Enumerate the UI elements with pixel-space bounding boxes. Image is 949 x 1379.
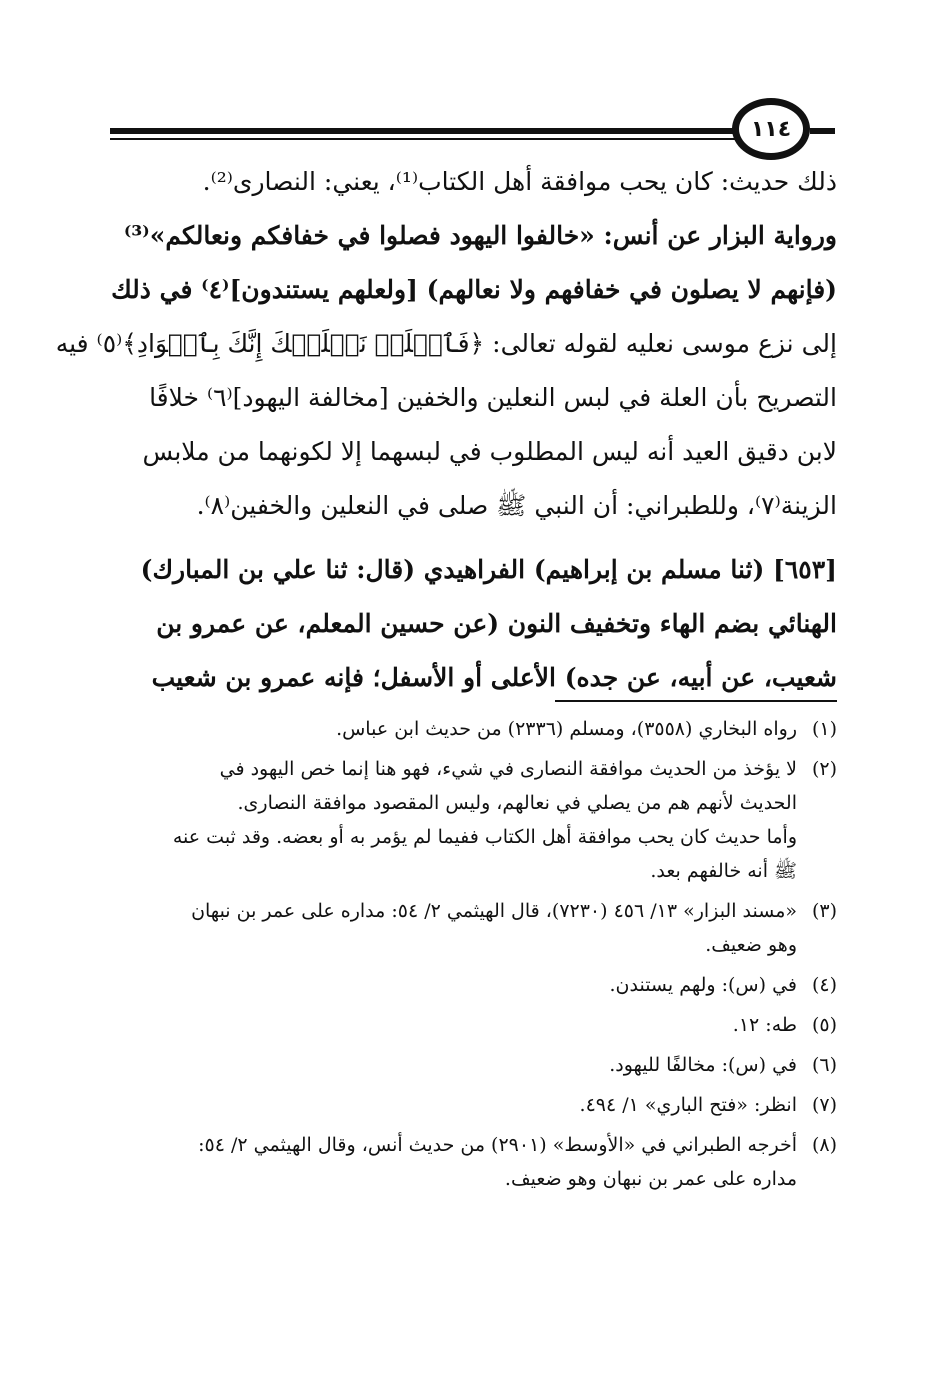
footnote-line: رواه البخاري (٣٥٥٨)، ومسلم (٢٣٣٦) من حديث ابن عباس. <box>336 718 797 740</box>
footnote <box>112 712 837 746</box>
hadith-line: شعيب، عن أبيه، عن جده) الأعلى أو الأسفل؛ فإنه عمرو بن شعيب <box>151 663 837 692</box>
footnote <box>112 1088 837 1122</box>
footnote-body <box>112 752 797 888</box>
main-line: لابن دقيق العيد أنه ليس المطلوب في لبسهما إلا لكونهما من ملابس <box>142 437 837 466</box>
main-line: (فإنهم لا يصلون في خفافهم ولا نعالهم) [ولعلهم يستندون]⁽٤⁾ في ذلك <box>111 275 837 304</box>
footnote-number: (٤) <box>811 974 837 996</box>
footnote-body <box>112 1008 797 1042</box>
hadith-line: الهنائي بضم الهاء وتخفيف النون (عن حسين المعلم، عن عمرو بن <box>156 609 837 638</box>
footnote-line: أخرجه الطبراني في «الأوسط» (٢٩٠١) من حديث أنس، وقال الهيثمي ٢/ ٥٤: <box>198 1134 797 1156</box>
header-rule-thin <box>110 138 735 140</box>
footnote-body <box>112 1128 797 1196</box>
main-line: ذلك حديث: كان يحب موافقة أهل الكتاب⁽¹⁾، يعني: النصارى⁽²⁾. <box>202 167 837 196</box>
footnote-number: (٨) <box>811 1134 837 1156</box>
page-number-badge <box>732 98 810 160</box>
footnote-line: مداره على عمر بن نبهان وهو ضعيف. <box>504 1168 797 1190</box>
main-text <box>55 155 837 705</box>
footnote-separator <box>555 700 837 702</box>
footnote-number: (٢) <box>811 758 837 780</box>
footnote-body <box>112 968 797 1002</box>
footnote-number: (٥) <box>811 1014 837 1036</box>
footnote <box>112 1128 837 1196</box>
footnote-line: طه: ١٢. <box>732 1014 797 1036</box>
main-line: التصريح بأن العلة في لبس النعلين والخفين [مخالفة اليهود]⁽٦⁾ خلافًا <box>149 383 837 412</box>
header-rule-right <box>810 128 835 134</box>
footnote-line: «مسند البزار» ١٣/ ٤٥٦ (٧٢٣٠)، قال الهيثمي ٢/ ٥٤: مداره على عمر بن نبهان <box>191 900 797 922</box>
footnote-line: ﷺ أنه خالفهم بعد. <box>650 860 797 882</box>
footnote-body <box>112 712 797 746</box>
footnote-number: (٣) <box>811 900 837 922</box>
footnote-line: انظر: «فتح الباري» ١/ ٤٩٤. <box>579 1094 797 1116</box>
footnote-line: وهو ضعيف. <box>705 934 797 956</box>
main-line: إلى نزع موسى نعليه لقوله تعالى: ﴿فَٱخۡلَعۡ نَعۡلَيۡكَ إِنَّكَ بِٱلۡوَادِ﴾⁽٥⁾ فيه <box>55 329 837 358</box>
page-number: ١١٤ <box>750 116 792 142</box>
footnotes <box>112 712 837 1196</box>
footnote-number: (١) <box>811 718 837 740</box>
footnote-number: (٦) <box>811 1054 837 1076</box>
main-line: ورواية البزار عن أنس: «خالفوا اليهود فصلوا في خفافكم ونعالكم»⁽³⁾ <box>123 221 837 250</box>
footnote-body <box>112 1088 797 1122</box>
footnote-body <box>112 894 797 962</box>
footnote <box>112 1048 837 1082</box>
footnote-line: في (س): مخالفًا لليهود. <box>609 1054 797 1076</box>
hadith-line: [٦٥٣] (ثنا مسلم بن إبراهيم) الفراهيدي (قال: ثنا علي بن المبارك) <box>140 555 837 584</box>
footnote <box>112 968 837 1002</box>
main-line: الزينة⁽٧⁾، وللطبراني: أن النبي ﷺ صلى في النعلين والخفين⁽٨⁾. <box>196 491 837 520</box>
footnote <box>112 1008 837 1042</box>
footnote-number: (٧) <box>811 1094 837 1116</box>
footnote <box>112 894 837 962</box>
header-rule <box>110 128 735 134</box>
footnote-line: لا يؤخذ من الحديث موافقة النصارى في شيء، فهو هنا إنما خص اليهود في <box>219 758 797 780</box>
footnote-line: الحديث لأنهم هم من يصلي في نعالهم، وليس المقصود موافقة النصارى. <box>237 792 797 814</box>
footnote <box>112 752 837 888</box>
footnote-line: وأما حديث كان يحب موافقة أهل الكتاب ففيما لم يؤمر به أو بعضه. وقد ثبت عنه <box>172 826 797 848</box>
footnote-line: في (س): ولهم يستندن. <box>609 974 797 996</box>
footnote-body <box>112 1048 797 1082</box>
